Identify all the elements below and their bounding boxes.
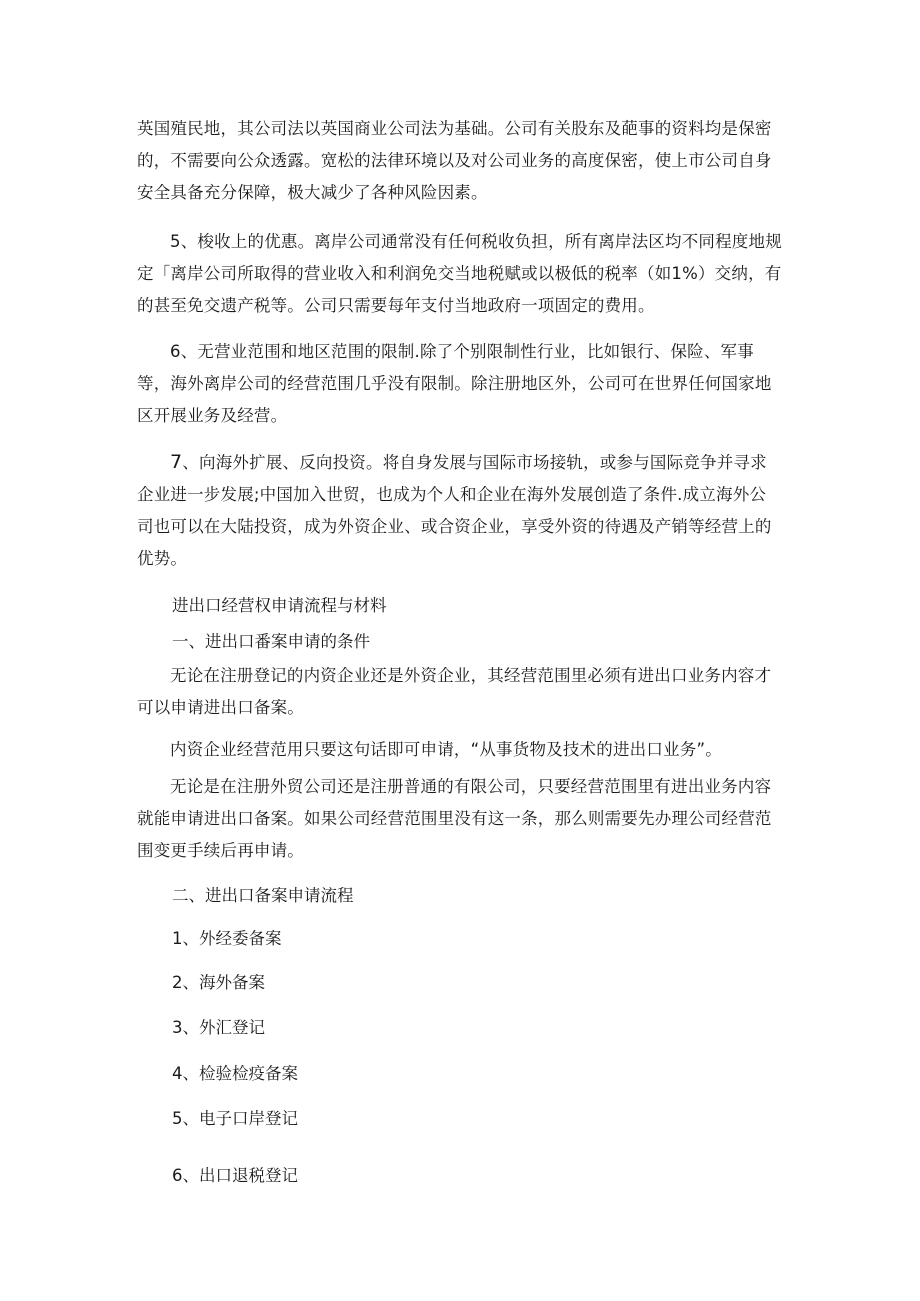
paragraph-no-scope-limits: 6、无营业范围和地区范围的限制.除了个别限制性行业，比如银行、保险、军事等，海外离岸公司的经营范围几乎没有限制。除注册地区外，公司可在世界任何国家地区开展业务及经营。 xyxy=(137,342,772,425)
paragraph-scope-change: 无论是在注册外贸公司还是注册普通的有限公司，只要经营范围里有进出业务内容就能申请进出口备案。如果公司经营范围里没有这一条，那么则需要先办理公司经营范围变更手续后再申请。 xyxy=(137,777,772,860)
step-item: 4、检验检疫备案 xyxy=(172,1064,298,1083)
heading-conditions: 一、进出口番案申请的条件 xyxy=(172,632,370,651)
heading-process: 二、进出口备案申请流程 xyxy=(172,886,354,905)
paragraph-legal-environment: 英国殖民地，其公司法以英国商业公司法为基础。公司有关股东及葩事的资料均是保密的，不需要向公众透露。宽松的法律环境以及对公司业务的高度保密，使上市公司自身安全具备充分保障，极大减少了各种风险因素。 xyxy=(137,119,772,202)
step-item: 6、出口退税登记 xyxy=(172,1166,298,1185)
step-item: 1、外经委备案 xyxy=(172,929,282,948)
step-item: 2、海外备案 xyxy=(172,973,265,992)
step-item: 3、外汇登记 xyxy=(172,1018,265,1037)
paragraph-overseas-expansion xyxy=(137,446,782,575)
paragraph-scope-requirement: 无论在注册登记的内资企业还是外资企业，其经营范围里必须有进出口业务内容才可以申请进出口备案。 xyxy=(137,666,772,717)
heading-import-export-rights: 进出口经营权申请流程与材料 xyxy=(172,596,387,615)
paragraph-tax-benefits: 5、梭收上的优惠。离岸公司通常没有任何税收负担，所有离岸法区均不同程度地规定「离岸公司所取得的营业收入和利润免交当地税赋或以极低的税率（如1%）交纳，有的甚至免交遗产税等。公司只需要每年支付当地政府一项固定的费用。 xyxy=(137,232,782,315)
item-number: 7 xyxy=(170,451,183,473)
paragraph-domestic-scope: 内资企业经营范用只要这句话即可申请，“从事货物及技术的进出口业务”。 xyxy=(170,740,722,759)
step-item: 5、电子口岸登记 xyxy=(172,1109,298,1128)
paragraph-text: 、向海外扩展、反向投资。将自身发展与国际市场接轨，或参与国际竞争并寻求企业进一步发展;中国加入世贸，也成为个人和企业在海外发展创造了条件.成立海外公司也可以在大陆投资，成为外资企业、或合资企业，享受外资的待遇及产销等经营上的优势。 xyxy=(137,453,772,568)
